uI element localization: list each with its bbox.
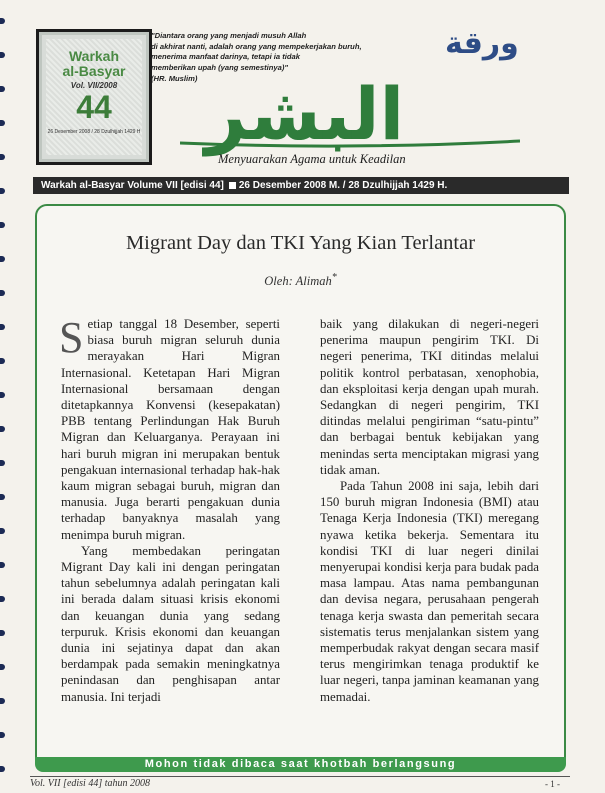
article-column-right <box>320 316 539 705</box>
logo-title-line1: Warkah <box>68 48 120 64</box>
edition-date: 26 Desember 2008 M. / 28 Dzulhijjah 1429 H. <box>238 180 448 191</box>
quote-source: (HR. Muslim) <box>151 74 198 83</box>
paragraph: Yang membedakan peringatan Migrant Day kali ini dengan peringatan tahun sebelumnya adalah peringatan kali ini berada dalam situasi krisis ekonomi dan keuangan dunia yang sedang terpuruk. Krisis ekonomi dan keuangan dunia ini sejatinya dapat dan akan berdampak pada semakin meningkatnya penindasan dan penghisapan antar manusia. Ini terjadi <box>61 543 280 704</box>
logo-volume: Vol. VII/2008 <box>70 81 118 90</box>
logo-issue-number: 44 <box>76 89 112 125</box>
footer-notice-bar: Mohon tidak dibaca saat khotbah berlangsung <box>35 757 566 772</box>
binding-hole <box>0 494 5 500</box>
quote-line: "Diantara orang yang menjadi musuh Allah <box>151 31 307 40</box>
binding-holes <box>0 0 8 793</box>
drop-cap: S <box>59 313 84 362</box>
masthead-arabic-warqah: ورقة <box>445 26 519 61</box>
binding-hole <box>0 222 5 228</box>
binding-hole <box>0 562 5 568</box>
binding-hole <box>0 392 5 398</box>
issue-logo-inner <box>46 39 142 155</box>
binding-hole <box>0 732 5 738</box>
masthead-arabic-albasyar: البشر <box>205 72 405 156</box>
binding-hole <box>0 596 5 602</box>
quote-line: di akhirat nanti, adalah orang yang mempekerjakan buruh, <box>151 41 362 51</box>
binding-hole <box>0 290 5 296</box>
logo-title-line2: al-Basyar <box>62 63 126 79</box>
binding-hole <box>0 460 5 466</box>
binding-hole <box>0 188 5 194</box>
article-title: Migrant Day dan TKI Yang Kian Terlantar <box>125 232 476 254</box>
quote-line: memberikan upah (yang semestinya)" <box>151 62 288 72</box>
binding-hole <box>0 154 5 160</box>
article-byline <box>35 272 566 289</box>
paragraph: Pada Tahun 2008 ini saja, lebih dari 150 buruh migran Indonesia (BMI) atau Tenaga Kerja Indonesia (TKI) meregang nyawa ketika bekerja. Sementara itu kondisi TKI di luar negeri dinilai menyerupai kondisi kerja para budak pada masa lampau. Atas nama pembangunan dan devisa negara, perusahaan pengerah tenaga kerja swasta dan pemeritah secara sistematis terus menjalankan sistem yang memperbudak rakyat dengan secara masif terus mengirimkan tenaga produktif ke luar negeri, tanpa jaminan keamanan yang memadai. <box>320 479 539 704</box>
edition-publication: Warkah al-Basyar Volume VII [edisi 44] <box>41 180 224 191</box>
masthead-tagline: Menyuarakan Agama untuk Keadilan <box>218 152 406 166</box>
binding-hole <box>0 698 5 704</box>
footer-divider <box>30 776 570 777</box>
logo-date: 26 Desember 2008 / 28 Dzulhijjah 1429 H <box>47 129 141 135</box>
binding-hole <box>0 18 5 24</box>
binding-hole <box>0 256 5 262</box>
binding-hole <box>0 324 5 330</box>
binding-hole <box>0 630 5 636</box>
binding-hole <box>0 52 5 58</box>
binding-hole <box>0 426 5 432</box>
masthead-swash-icon <box>180 138 520 148</box>
byline-footnote-mark: * <box>331 272 337 283</box>
quote-line: menerima manfaat darinya, tetapi ia tidak <box>151 52 300 61</box>
binding-hole <box>0 528 5 534</box>
article-column-left <box>59 313 280 705</box>
paragraph <box>59 313 280 543</box>
page-number: - 1 - <box>545 779 560 789</box>
paragraph-text: etiap tanggal 18 Desember, seperti biasa buruh migran seluruh dunia merayakan Hari Migran Internasional. Ketetapan Hari Migran Internasional bersamaan dengan ditetapkannya Konvensi (kesepakatan) PBB tentang Perlindungan Hak Buruh Migran dan Keluarganya. Perayaan ini hari buruh migran ini merupakan bentuk pengakuan internasional terhadap hak-hak kaum migran sebagai buruh, migran dan manusia. Juga berarti pengakuan dunia terhadap banyaknya masalah yang menimpa buruh migran. <box>61 317 280 542</box>
binding-hole <box>0 358 5 364</box>
issue-logo-box <box>36 29 152 165</box>
byline-author: Oleh: Alimah <box>264 274 332 289</box>
paragraph: baik yang dilakukan di negeri-negeri penerima maupun pengirim TKI. Di negeri penerima, TKI ditindas melalui politik kontrol perbatasan, xenophobia, dan eksploitasi kerja dengan upah murah. Sedangkan di negeri pengirim, TKI ditindas melalui pengiriman “satu-pintu” dan berbagai bentuk kebijakan yang menindas serta menciptakan migrasi yang tidak aman. <box>320 317 539 477</box>
binding-hole <box>0 120 5 126</box>
binding-hole <box>0 86 5 92</box>
footer-issue: Vol. VII [edisi 44] tahun 2008 <box>30 778 150 789</box>
binding-hole <box>0 766 5 772</box>
edition-info-bar <box>33 177 569 194</box>
square-separator-icon <box>229 182 236 189</box>
binding-hole <box>0 664 5 670</box>
